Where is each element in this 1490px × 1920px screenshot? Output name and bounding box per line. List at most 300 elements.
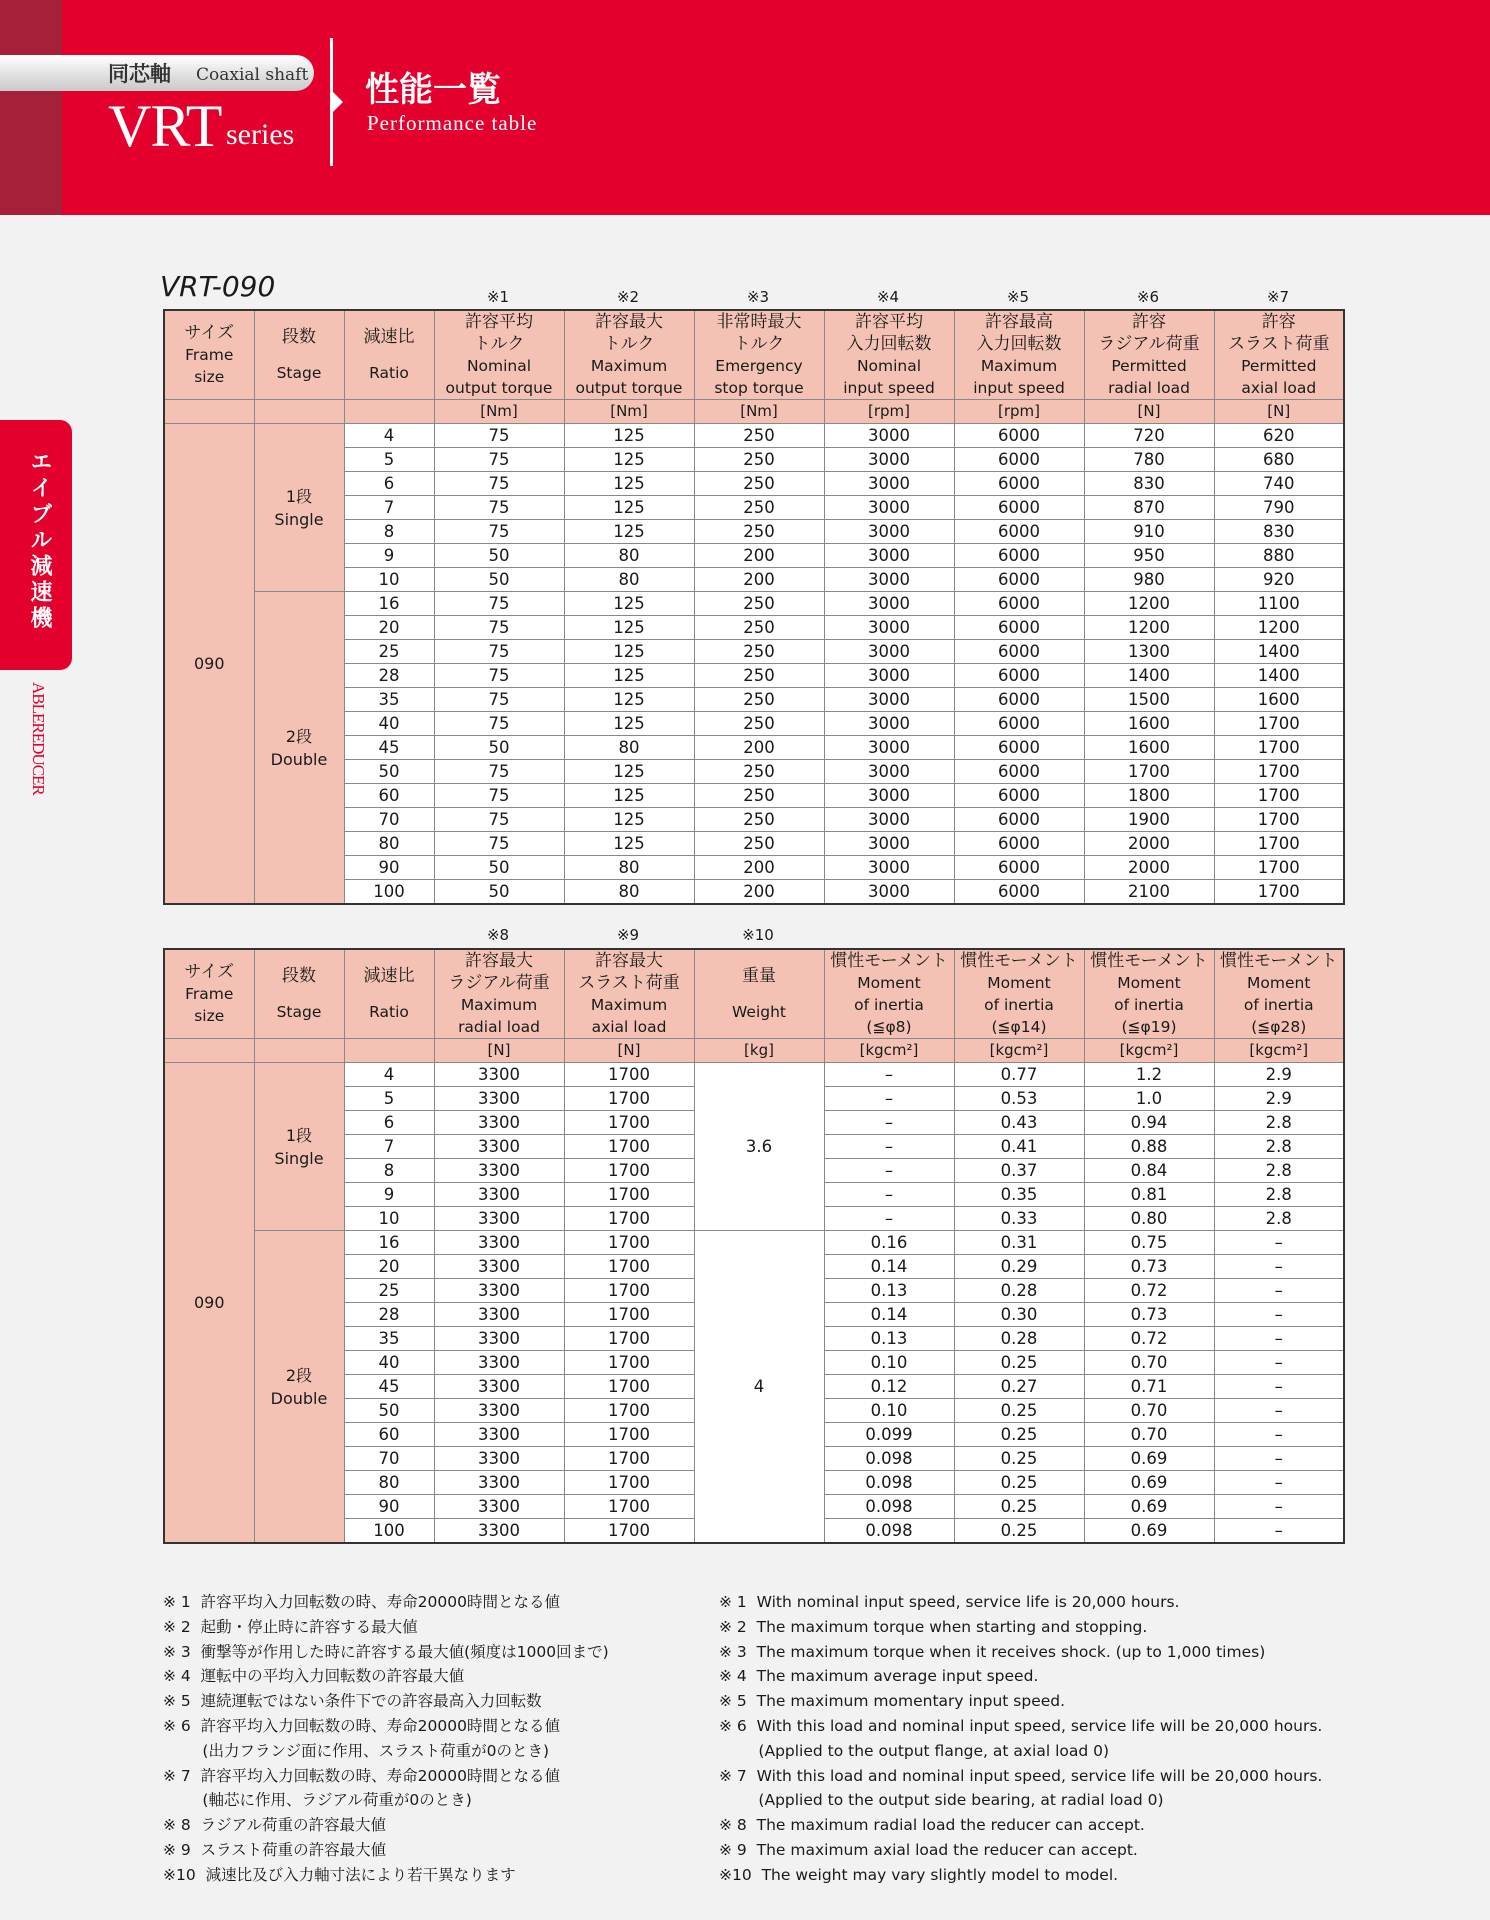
value-cell: 3300: [434, 1519, 564, 1544]
value-cell: 80: [564, 568, 694, 592]
value-cell: 1700: [564, 1159, 694, 1183]
value-cell: 75: [434, 448, 564, 472]
value-cell: 50: [434, 568, 564, 592]
series-word: series: [226, 118, 295, 151]
value-cell: 3300: [434, 1447, 564, 1471]
ratio-cell: 8: [344, 520, 434, 544]
table1-reference-row: [0, 288, 1490, 310]
value-cell: –: [824, 1111, 954, 1135]
note-line: ※ 1 With nominal input speed, service life is 20,000 hours.: [719, 1593, 1180, 1611]
value-cell: 1700: [1084, 760, 1214, 784]
value-cell: 3000: [824, 616, 954, 640]
value-cell: 125: [564, 784, 694, 808]
value-cell: 50: [434, 880, 564, 905]
header-nominal-input-speed: 許容平均 入力回転数 Nominal input speed: [824, 310, 954, 400]
value-cell: 0.81: [1084, 1183, 1214, 1207]
value-cell: 3300: [434, 1303, 564, 1327]
value-cell: 2.8: [1214, 1135, 1344, 1159]
value-cell: –: [1214, 1327, 1344, 1351]
value-cell: 0.25: [954, 1447, 1084, 1471]
value-cell: 0.80: [1084, 1207, 1214, 1231]
value-cell: 0.29: [954, 1255, 1084, 1279]
note-line: ※ 2 起動・停止時に許容する最大値: [163, 1617, 418, 1636]
value-cell: 3300: [434, 1279, 564, 1303]
value-cell: 6000: [954, 448, 1084, 472]
value-cell: 75: [434, 784, 564, 808]
value-cell: 0.12: [824, 1375, 954, 1399]
value-cell: –: [1214, 1279, 1344, 1303]
value-cell: 0.27: [954, 1375, 1084, 1399]
ratio-cell: 90: [344, 1495, 434, 1519]
value-cell: 1700: [564, 1255, 694, 1279]
ratio-cell: 35: [344, 688, 434, 712]
value-cell: 0.14: [824, 1255, 954, 1279]
value-cell: 1700: [564, 1135, 694, 1159]
ratio-cell: 16: [344, 592, 434, 616]
value-cell: 620: [1214, 424, 1344, 448]
sidebar-tab-label-en: ABLEREDUCER: [29, 682, 48, 795]
value-cell: 6000: [954, 712, 1084, 736]
value-cell: 3300: [434, 1207, 564, 1231]
value-cell: 1.2: [1084, 1063, 1214, 1087]
unit-cell: [N]: [1214, 400, 1344, 424]
frame-size-cell: 090: [164, 424, 254, 905]
value-cell: –: [824, 1063, 954, 1087]
ratio-cell: 7: [344, 496, 434, 520]
value-cell: 75: [434, 760, 564, 784]
note-line: ※ 9 スラスト荷重の許容最大値: [163, 1840, 387, 1859]
value-cell: 790: [1214, 496, 1344, 520]
value-cell: 250: [694, 760, 824, 784]
value-cell: 3000: [824, 568, 954, 592]
value-cell: 1600: [1084, 712, 1214, 736]
header-stage: 段数 Stage: [254, 310, 344, 400]
value-cell: 1700: [564, 1327, 694, 1351]
value-cell: 125: [564, 688, 694, 712]
unit-cell: [kg]: [694, 1039, 824, 1063]
value-cell: 3300: [434, 1063, 564, 1087]
value-cell: 0.73: [1084, 1303, 1214, 1327]
value-cell: 75: [434, 424, 564, 448]
value-cell: 1700: [1214, 736, 1344, 760]
value-cell: 75: [434, 640, 564, 664]
value-cell: 6000: [954, 808, 1084, 832]
value-cell: 6000: [954, 640, 1084, 664]
value-cell: 80: [564, 856, 694, 880]
category-jp: 同芯軸: [108, 62, 171, 86]
performance-table-1: [163, 309, 1345, 905]
ratio-cell: 35: [344, 1327, 434, 1351]
value-cell: 6000: [954, 784, 1084, 808]
value-cell: 75: [434, 592, 564, 616]
value-cell: 1700: [564, 1087, 694, 1111]
unit-cell: [Nm]: [694, 400, 824, 424]
value-cell: 1400: [1214, 640, 1344, 664]
page-header: [0, 0, 1490, 215]
value-cell: 3000: [824, 640, 954, 664]
value-cell: 125: [564, 592, 694, 616]
value-cell: 80: [564, 880, 694, 905]
value-cell: 0.33: [954, 1207, 1084, 1231]
table2-body: [164, 1063, 1344, 1544]
value-cell: 1900: [1084, 808, 1214, 832]
table1-ref: ※1: [486, 288, 510, 306]
note-line: ※ 5 The maximum momentary input speed.: [719, 1692, 1066, 1711]
value-cell: 0.25: [954, 1471, 1084, 1495]
value-cell: 3000: [824, 472, 954, 496]
header-permitted-axial-load: 許容 スラスト荷重 Permitted axial load: [1214, 310, 1344, 400]
value-cell: 0.43: [954, 1111, 1084, 1135]
ratio-cell: 8: [344, 1159, 434, 1183]
value-cell: 870: [1084, 496, 1214, 520]
value-cell: 0.098: [824, 1519, 954, 1544]
table-row: [164, 1063, 1344, 1087]
value-cell: 0.16: [824, 1231, 954, 1255]
ratio-cell: 60: [344, 784, 434, 808]
value-cell: 0.77: [954, 1063, 1084, 1087]
value-cell: 3000: [824, 856, 954, 880]
value-cell: 1700: [564, 1423, 694, 1447]
value-cell: –: [1214, 1447, 1344, 1471]
value-cell: 920: [1214, 568, 1344, 592]
model-title: VRT-090: [160, 270, 276, 303]
value-cell: 880: [1214, 544, 1344, 568]
value-cell: 1700: [1214, 760, 1344, 784]
table2-reference-row: [0, 926, 1490, 948]
ratio-cell: 50: [344, 1399, 434, 1423]
ratio-cell: 100: [344, 1519, 434, 1544]
value-cell: 0.098: [824, 1471, 954, 1495]
value-cell: 200: [694, 568, 824, 592]
value-cell: 50: [434, 736, 564, 760]
value-cell: 250: [694, 496, 824, 520]
value-cell: 250: [694, 664, 824, 688]
stage-single-cell: [254, 424, 344, 592]
value-cell: 125: [564, 664, 694, 688]
ratio-cell: 45: [344, 736, 434, 760]
ratio-cell: 28: [344, 664, 434, 688]
header-maximum-radial-load: 許容最大 ラジアル荷重 Maximum radial load: [434, 949, 564, 1039]
page-title-jp: 性能一覧: [365, 70, 501, 110]
value-cell: 125: [564, 520, 694, 544]
value-cell: 2.9: [1214, 1087, 1344, 1111]
page-title-en: Performance table: [367, 111, 538, 135]
value-cell: 0.84: [1084, 1159, 1214, 1183]
unit-cell: [Nm]: [564, 400, 694, 424]
chevron-right-icon: [333, 92, 343, 112]
value-cell: –: [824, 1087, 954, 1111]
value-cell: 0.35: [954, 1183, 1084, 1207]
header-permitted-radial-load: 許容 ラジアル荷重 Permitted radial load: [1084, 310, 1214, 400]
table-row: [164, 424, 1344, 448]
ratio-cell: 40: [344, 1351, 434, 1375]
value-cell: 2.8: [1214, 1159, 1344, 1183]
table1-ref: ※4: [876, 288, 900, 306]
header-ratio-unit: [344, 1039, 434, 1063]
header-frame-size-unit: [164, 400, 254, 424]
value-cell: 1700: [1214, 880, 1344, 905]
ratio-cell: 10: [344, 1207, 434, 1231]
value-cell: 3300: [434, 1255, 564, 1279]
value-cell: –: [1214, 1519, 1344, 1544]
note-line: (Applied to the output side bearing, at radial load 0): [719, 1791, 1164, 1810]
ratio-cell: 90: [344, 856, 434, 880]
stage-single-cell: [254, 1063, 344, 1231]
note-line: ※10 The weight may vary slightly model to model.: [719, 1865, 1119, 1884]
value-cell: 75: [434, 472, 564, 496]
header-moment-of-inertia-8: 慣性モーメント Moment of inertia (≦φ8): [824, 949, 954, 1039]
unit-cell: [Nm]: [434, 400, 564, 424]
value-cell: 3300: [434, 1375, 564, 1399]
header-stage-unit: [254, 1039, 344, 1063]
value-cell: 6000: [954, 592, 1084, 616]
value-cell: 680: [1214, 448, 1344, 472]
value-cell: 1700: [564, 1207, 694, 1231]
value-cell: 980: [1084, 568, 1214, 592]
value-cell: –: [1214, 1423, 1344, 1447]
stage-single-en: Single: [274, 1148, 324, 1168]
value-cell: 1700: [564, 1351, 694, 1375]
value-cell: 2.8: [1214, 1183, 1344, 1207]
value-cell: 1700: [564, 1111, 694, 1135]
value-cell: 75: [434, 616, 564, 640]
table-row: [164, 1231, 1344, 1255]
table1-ref: ※5: [1006, 288, 1030, 306]
value-cell: 1200: [1084, 616, 1214, 640]
header-frame-size: サイズ Frame size: [164, 310, 254, 400]
value-cell: –: [824, 1183, 954, 1207]
value-cell: 1200: [1214, 616, 1344, 640]
ratio-cell: 6: [344, 472, 434, 496]
ratio-cell: 9: [344, 1183, 434, 1207]
value-cell: 2.8: [1214, 1111, 1344, 1135]
value-cell: 3000: [824, 784, 954, 808]
value-cell: 0.88: [1084, 1135, 1214, 1159]
value-cell: 3300: [434, 1231, 564, 1255]
note-line: ※ 3 The maximum torque when it receives shock. (up to 1,000 times): [719, 1642, 1266, 1661]
value-cell: 80: [564, 544, 694, 568]
value-cell: 75: [434, 688, 564, 712]
value-cell: 3300: [434, 1111, 564, 1135]
value-cell: 1700: [564, 1183, 694, 1207]
unit-cell: [N]: [1084, 400, 1214, 424]
value-cell: –: [1214, 1399, 1344, 1423]
value-cell: 6000: [954, 496, 1084, 520]
header-weight: 重量 Weight: [694, 949, 824, 1039]
value-cell: 0.69: [1084, 1447, 1214, 1471]
frame-size-cell: 090: [164, 1063, 254, 1544]
value-cell: 3000: [824, 880, 954, 905]
value-cell: 830: [1214, 520, 1344, 544]
notes-english: [719, 1590, 1322, 1888]
ratio-cell: 70: [344, 808, 434, 832]
note-line: ※ 4 運転中の平均入力回転数の許容最大値: [163, 1667, 465, 1686]
ratio-cell: 25: [344, 640, 434, 664]
stage-double-cell: [254, 1231, 344, 1544]
value-cell: 1300: [1084, 640, 1214, 664]
header-emergency-stop-torque: 非常時最大 トルク Emergency stop torque: [694, 310, 824, 400]
stage-single-jp: 1段: [285, 1125, 313, 1145]
value-cell: 6000: [954, 832, 1084, 856]
header-maximum-axial-load: 許容最大 スラスト荷重 Maximum axial load: [564, 949, 694, 1039]
value-cell: 0.72: [1084, 1327, 1214, 1351]
performance-table-2: [163, 948, 1345, 1544]
value-cell: 125: [564, 424, 694, 448]
value-cell: 1700: [564, 1279, 694, 1303]
value-cell: 1600: [1084, 736, 1214, 760]
value-cell: 125: [564, 448, 694, 472]
value-cell: 0.25: [954, 1399, 1084, 1423]
ratio-cell: 20: [344, 1255, 434, 1279]
value-cell: 0.099: [824, 1423, 954, 1447]
value-cell: 50: [434, 856, 564, 880]
value-cell: 200: [694, 856, 824, 880]
value-cell: 1700: [1214, 832, 1344, 856]
value-cell: 3000: [824, 712, 954, 736]
note-line: ※ 7 With this load and nominal input speed, service life will be 20,000 hours.: [719, 1766, 1323, 1785]
value-cell: 1700: [564, 1471, 694, 1495]
value-cell: 3300: [434, 1327, 564, 1351]
value-cell: 3300: [434, 1399, 564, 1423]
ratio-cell: 5: [344, 448, 434, 472]
value-cell: 0.25: [954, 1351, 1084, 1375]
value-cell: 0.53: [954, 1087, 1084, 1111]
table2-ref: ※8: [486, 926, 510, 944]
value-cell: 0.098: [824, 1495, 954, 1519]
note-line: ※ 6 許容平均入力回転数の時、寿命20000時間となる値: [163, 1716, 560, 1735]
value-cell: 200: [694, 736, 824, 760]
value-cell: 75: [434, 520, 564, 544]
value-cell: 0.73: [1084, 1255, 1214, 1279]
value-cell: 2.9: [1214, 1063, 1344, 1087]
note-line: ※ 6 With this load and nominal input speed, service life will be 20,000 hours.: [719, 1716, 1323, 1735]
value-cell: 3300: [434, 1135, 564, 1159]
value-cell: –: [1214, 1351, 1344, 1375]
value-cell: 0.70: [1084, 1423, 1214, 1447]
value-cell: –: [1214, 1471, 1344, 1495]
ratio-cell: 40: [344, 712, 434, 736]
value-cell: 6000: [954, 424, 1084, 448]
value-cell: 1400: [1084, 664, 1214, 688]
note-line: (軸芯に作用、ラジアル荷重が0のとき): [163, 1791, 472, 1810]
value-cell: 75: [434, 832, 564, 856]
value-cell: 75: [434, 712, 564, 736]
value-cell: 0.10: [824, 1399, 954, 1423]
header-moment-of-inertia-19: 慣性モーメント Moment of inertia (≦φ19): [1084, 949, 1214, 1039]
value-cell: 3000: [824, 808, 954, 832]
value-cell: 0.28: [954, 1327, 1084, 1351]
header-ratio: 減速比 Ratio: [344, 949, 434, 1039]
value-cell: 0.37: [954, 1159, 1084, 1183]
value-cell: 2100: [1084, 880, 1214, 905]
value-cell: –: [1214, 1255, 1344, 1279]
value-cell: 3000: [824, 448, 954, 472]
value-cell: 3300: [434, 1471, 564, 1495]
table1-ref: ※3: [746, 288, 770, 306]
stage-single-en: Single: [274, 509, 324, 529]
value-cell: 3300: [434, 1495, 564, 1519]
value-cell: 0.14: [824, 1303, 954, 1327]
value-cell: 6000: [954, 664, 1084, 688]
table1-ref: ※7: [1266, 288, 1290, 306]
ratio-cell: 70: [344, 1447, 434, 1471]
value-cell: 3000: [824, 544, 954, 568]
value-cell: 3000: [824, 688, 954, 712]
value-cell: 6000: [954, 544, 1084, 568]
value-cell: 250: [694, 472, 824, 496]
value-cell: 6000: [954, 472, 1084, 496]
value-cell: –: [824, 1135, 954, 1159]
ratio-cell: 10: [344, 568, 434, 592]
value-cell: 0.25: [954, 1519, 1084, 1544]
header-maximum-input-speed: 許容最高 入力回転数 Maximum input speed: [954, 310, 1084, 400]
note-line: ※ 1 許容平均入力回転数の時、寿命20000時間となる値: [163, 1593, 560, 1611]
value-cell: 0.69: [1084, 1519, 1214, 1544]
value-cell: 0.25: [954, 1423, 1084, 1447]
value-cell: 740: [1214, 472, 1344, 496]
value-cell: 1700: [1214, 856, 1344, 880]
value-cell: 200: [694, 880, 824, 905]
category-en: Coaxial shaft: [196, 65, 309, 85]
value-cell: 0.30: [954, 1303, 1084, 1327]
note-line: ※10 減速比及び入力軸寸法により若干異なります: [163, 1865, 516, 1884]
value-cell: 0.25: [954, 1495, 1084, 1519]
value-cell: 250: [694, 592, 824, 616]
ratio-cell: 80: [344, 1471, 434, 1495]
unit-cell: [kgcm²]: [1214, 1039, 1344, 1063]
value-cell: 6000: [954, 616, 1084, 640]
header-nominal-output-torque: 許容平均 トルク Nominal output torque: [434, 310, 564, 400]
value-cell: 1.0: [1084, 1087, 1214, 1111]
value-cell: 1800: [1084, 784, 1214, 808]
value-cell: 1400: [1214, 664, 1344, 688]
value-cell: 125: [564, 640, 694, 664]
note-line: ※ 9 The maximum axial load the reducer can accept.: [719, 1840, 1138, 1859]
value-cell: 1200: [1084, 592, 1214, 616]
value-cell: 125: [564, 712, 694, 736]
unit-cell: [N]: [564, 1039, 694, 1063]
unit-cell: [kgcm²]: [1084, 1039, 1214, 1063]
note-line: ※ 5 連続運転ではない条件下での許容最高入力回転数: [163, 1692, 542, 1711]
value-cell: 1700: [564, 1519, 694, 1544]
weight-double-cell: 4: [694, 1231, 824, 1544]
note-line: ※ 8 The maximum radial load the reducer can accept.: [719, 1816, 1145, 1835]
value-cell: 2000: [1084, 856, 1214, 880]
value-cell: 0.10: [824, 1351, 954, 1375]
value-cell: 3300: [434, 1087, 564, 1111]
ratio-cell: 25: [344, 1279, 434, 1303]
value-cell: 3000: [824, 592, 954, 616]
value-cell: 3300: [434, 1183, 564, 1207]
value-cell: 0.94: [1084, 1111, 1214, 1135]
value-cell: 1700: [1214, 784, 1344, 808]
value-cell: 0.69: [1084, 1495, 1214, 1519]
value-cell: 125: [564, 832, 694, 856]
ratio-cell: 45: [344, 1375, 434, 1399]
value-cell: 200: [694, 544, 824, 568]
series-name: VRT: [108, 93, 222, 159]
value-cell: 910: [1084, 520, 1214, 544]
value-cell: 125: [564, 808, 694, 832]
ratio-cell: 4: [344, 424, 434, 448]
value-cell: 1700: [564, 1063, 694, 1087]
unit-cell: [rpm]: [824, 400, 954, 424]
value-cell: 0.31: [954, 1231, 1084, 1255]
value-cell: 125: [564, 496, 694, 520]
value-cell: 6000: [954, 856, 1084, 880]
value-cell: 1700: [1214, 808, 1344, 832]
note-line: ※ 7 許容平均入力回転数の時、寿命20000時間となる値: [163, 1766, 560, 1785]
